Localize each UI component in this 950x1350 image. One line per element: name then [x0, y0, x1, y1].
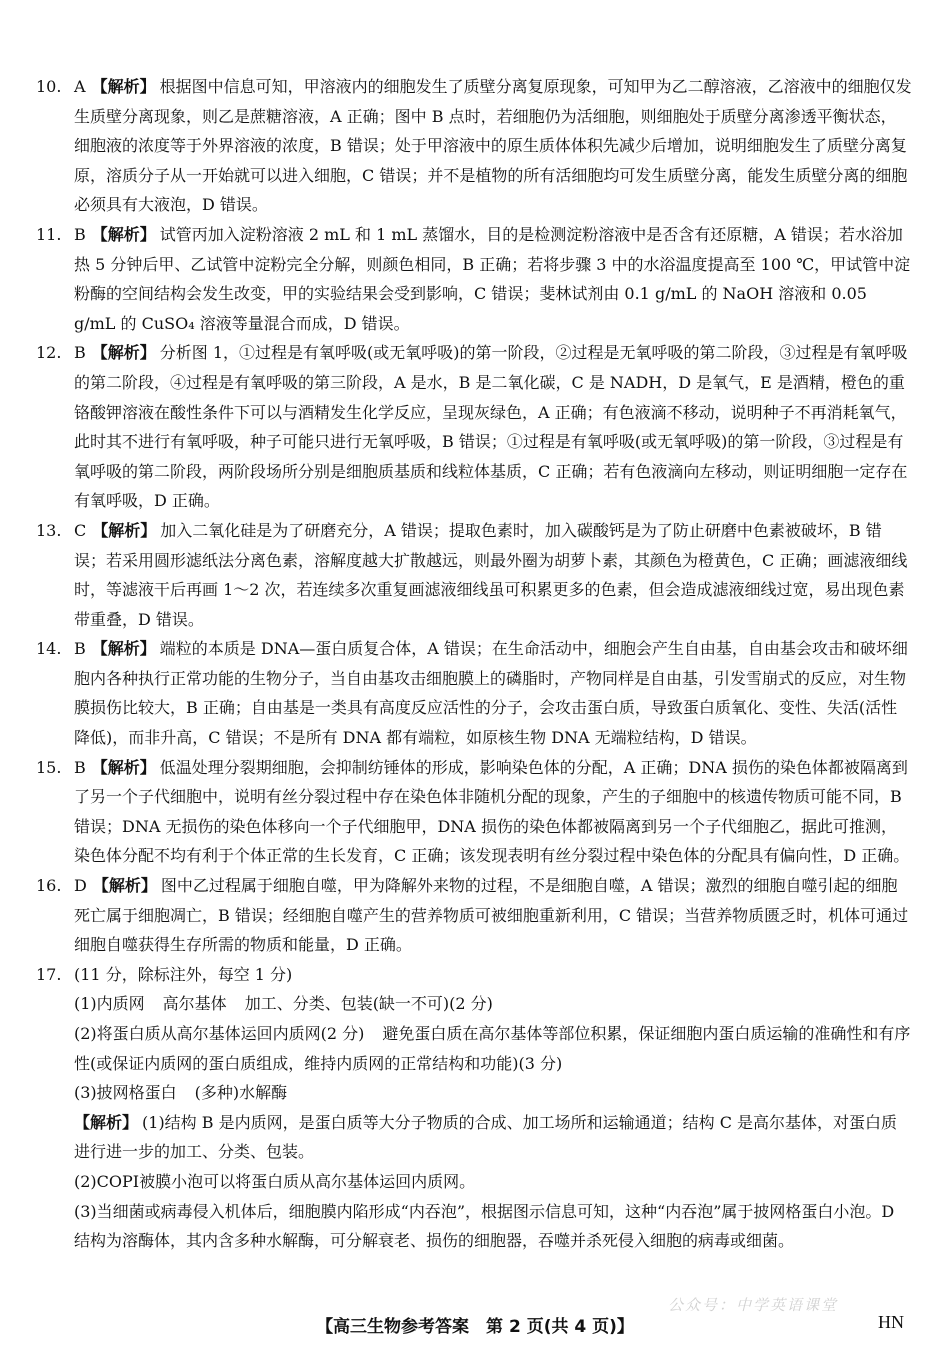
- answer-2a: (2)将蛋白质从高尔基体运回内质网(2 分): [74, 1024, 365, 1043]
- answer-letter: C: [74, 520, 87, 540]
- analysis-text: 加入二氧化硅是为了研磨充分，A 错误；提取色素时，加入碳酸钙是为了防止研磨中色素被破坏，B 错误；若采用圆形滤纸法分离色素，溶解度越大扩散越远，则最外圈为胡萝卜素，其颜色为橙黄色，C 正确；画滤液细线时，等滤液干后再画 1～2 次，若连续多次重复画滤液细线虽可积累更多的色素，但会造成滤液细线过宽，易出现色素带重叠，D 错误。: [74, 520, 908, 629]
- question-number: 13.: [36, 520, 62, 540]
- question-14: [36, 634, 912, 752]
- question-13: [36, 516, 912, 634]
- analysis-text: 低温处理分裂期细胞，会抑制纺锤体的形成，影响染色体的分配，A 正确；DNA 损伤的染色体都被隔离到了另一个子代细胞中，说明有丝分裂过程中存在染色体非随机分配的现象，产生的子细胞中的核遗传物质可能不同，B 错误；DNA 无损伤的染色体移向一个子代细胞甲，DNA 损伤的染色体都被隔离到另一个子代细胞乙，据此可推测，染色体分配不均有利于个体正常的生长发育，C 正确；该发现表明有丝分裂过程中染色体的分配具有偏向性，D 正确。: [74, 757, 910, 866]
- answer-part-1: [36, 989, 912, 1019]
- analysis-tag: 【解析】: [74, 1112, 139, 1132]
- answer-letter: D: [74, 876, 87, 896]
- answer-letter: B: [74, 757, 86, 777]
- answer-1c: 加工、分类、包装(缺一不可)(2 分): [244, 994, 493, 1014]
- question-15: [36, 753, 912, 871]
- question-number: 14.: [36, 639, 62, 659]
- question-number: 15.: [36, 757, 62, 777]
- analysis-part-3: [36, 1197, 912, 1256]
- question-12: [36, 338, 912, 516]
- question-number: 16.: [36, 876, 62, 896]
- answer-1a: (1)内质网: [74, 994, 145, 1014]
- analysis-tag: 【解析】: [91, 343, 156, 363]
- question-number: 12.: [36, 343, 62, 363]
- analysis-tag: 【解析】: [92, 876, 157, 896]
- question-16: [36, 871, 912, 960]
- question-11: [36, 220, 912, 338]
- question-10: [36, 72, 912, 220]
- answer-1b: 高尔基体: [162, 994, 227, 1014]
- analysis-text-3: (3)当细菌或病毒侵入机体后，细胞膜内陷形成“内吞泡”，根据图示信息可知，这种“内吞泡”属于披网格蛋白小泡。D 结构为溶酶体，其内含多种水解酶，可分解衰老、损伤的细胞器，吞噬并杀死侵入细胞的病毒或细菌。: [74, 1201, 895, 1251]
- analysis-tag: 【解析】: [91, 224, 156, 244]
- analysis-text: 试管丙加入淀粉溶液 2 mL 和 1 mL 蒸馏水，目的是检测淀粉溶液中是否含有还原糖，A 错误；若水浴加热 5 分钟后甲、乙试管中淀粉完全分解，则颜色相同，B 正确；若将步骤 3 中的水浴温度提高至 100 ℃，甲试管中淀粉酶的空间结构会发生改变，甲的实验结果会受到影响，C 错误；斐林试剂由 0.1 g/mL 的 NaOH 溶液和 0.05 g/mL 的 CuSO₄ 溶液等量混合而成，D 错误。: [74, 224, 911, 333]
- analysis-tag: 【解析】: [91, 639, 156, 659]
- analysis-text: 根据图中信息可知，甲溶液内的细胞发生了质壁分离复原现象，可知甲为乙二醇溶液，乙溶液中的细胞仅发生质壁分离现象，则乙是蔗糖溶液，A 正确；图中 B 点时，若细胞仍为活细胞，则细胞处于质壁分离渗透平衡状态，细胞液的浓度等于外界溶液的浓度，B 错误；处于甲溶液中的原生质体体积先减少后增加，说明细胞发生了质壁分离复原，溶质分子从一开始就可以进入细胞，C 错误；并不是植物的所有活细胞均可发生质壁分离，能发生质壁分离的细胞必须具有大液泡，D 错误。: [74, 77, 912, 215]
- analysis-tag: 【解析】: [91, 757, 156, 777]
- analysis-text: 分析图 1，①过程是有氧呼吸(或无氧呼吸)的第一阶段，②过程是无氧呼吸的第二阶段，③过程是有氧呼吸的第二阶段，④过程是有氧呼吸的第三阶段，A 是水，B 是二氧化碳，C 是 NADH，D 是氧气，E 是酒精，橙色的重铬酸钾溶液在酸性条件下可以与酒精发生化学反应，呈现灰绿色，A 正确；有色液滴不移动，说明种子不再消耗氧气，此时其不进行有氧呼吸，种子可能只进行无氧呼吸，B 错误；①过程是有氧呼吸(或无氧呼吸)的第一阶段，③过程是有氧呼吸的第二阶段，两阶段场所分别是细胞质基质和线粒体基质，C 正确；若有色液滴向左移动，则证明细胞一定存在有氧呼吸，D 正确。: [74, 343, 908, 511]
- answer-page: [36, 72, 912, 1256]
- analysis-text-1: (1)结构 B 是内质网，是蛋白质等大分子物质的合成、加工场所和运输通道；结构 C 是高尔基体，对蛋白质进行进一步的加工、分类、包装。: [74, 1112, 898, 1162]
- answer-letter: B: [74, 639, 86, 659]
- question-number: 11.: [36, 224, 62, 244]
- answer-letter: B: [74, 224, 86, 244]
- answer-letter: B: [74, 343, 86, 363]
- question-17-header: [36, 960, 912, 990]
- answer-part-2: [36, 1019, 912, 1078]
- watermark-text: 公众号：中学英语课堂: [668, 1296, 839, 1314]
- page-footer: [0, 1312, 950, 1337]
- question-number: 17.: [36, 964, 62, 984]
- analysis-text: 图中乙过程属于细胞自噬，甲为降解外来物的过程，不是细胞自噬，A 错误；激烈的细胞自噬引起的细胞死亡属于细胞凋亡，B 错误；经细胞自噬产生的营养物质可被细胞重新利用，C 错误；当营养物质匮乏时，机体可通过细胞自噬获得生存所需的物质和能量，D 正确。: [74, 876, 909, 955]
- analysis-text: 端粒的本质是 DNA—蛋白质复合体，A 错误；在生命活动中，细胞会产生自由基，自由基会攻击和破坏细胞内各种执行正常功能的生物分子，当自由基攻击细胞膜上的磷脂时，产物同样是自由基，引发雪崩式的反应，对生物膜损伤比较大，B 正确；自由基是一类具有高度反应活性的分子，会攻击蛋白质，导致蛋白质氧化、变性、失活(活性降低)，而非升高，C 错误；不是所有 DNA 都有端粒，如原核生物 DNA 无端粒结构，D 错误。: [74, 639, 908, 748]
- region-code: HN: [878, 1312, 904, 1332]
- answer-letter: A: [74, 77, 86, 96]
- answer-3b: (多种)水解酶: [194, 1083, 288, 1103]
- analysis-text-2: (2)COPⅠ被膜小泡可以将蛋白质从高尔基体运回内质网。: [74, 1171, 476, 1191]
- analysis-tag: 【解析】: [92, 520, 157, 540]
- answer-part-3: [36, 1078, 912, 1108]
- score-note: (11 分，除标注外，每空 1 分): [74, 964, 293, 984]
- analysis-tag: 【解析】: [91, 77, 156, 96]
- analysis-part-2: [36, 1167, 912, 1197]
- analysis-part-1: [36, 1108, 912, 1167]
- question-17: [36, 960, 912, 1256]
- answer-3a: (3)披网格蛋白: [74, 1083, 177, 1103]
- question-number: 10.: [36, 77, 62, 96]
- answer-2b: 避免蛋白质在高尔基体等部位积累，保证细胞内蛋白质运输的准确性和有序性(或保证内质网的蛋白质组成，维持内质网的正常结构和功能)(3 分): [74, 1024, 911, 1073]
- footer-title: 【高三生物参考答案 第 2 页(共 4 页)】: [316, 1317, 634, 1337]
